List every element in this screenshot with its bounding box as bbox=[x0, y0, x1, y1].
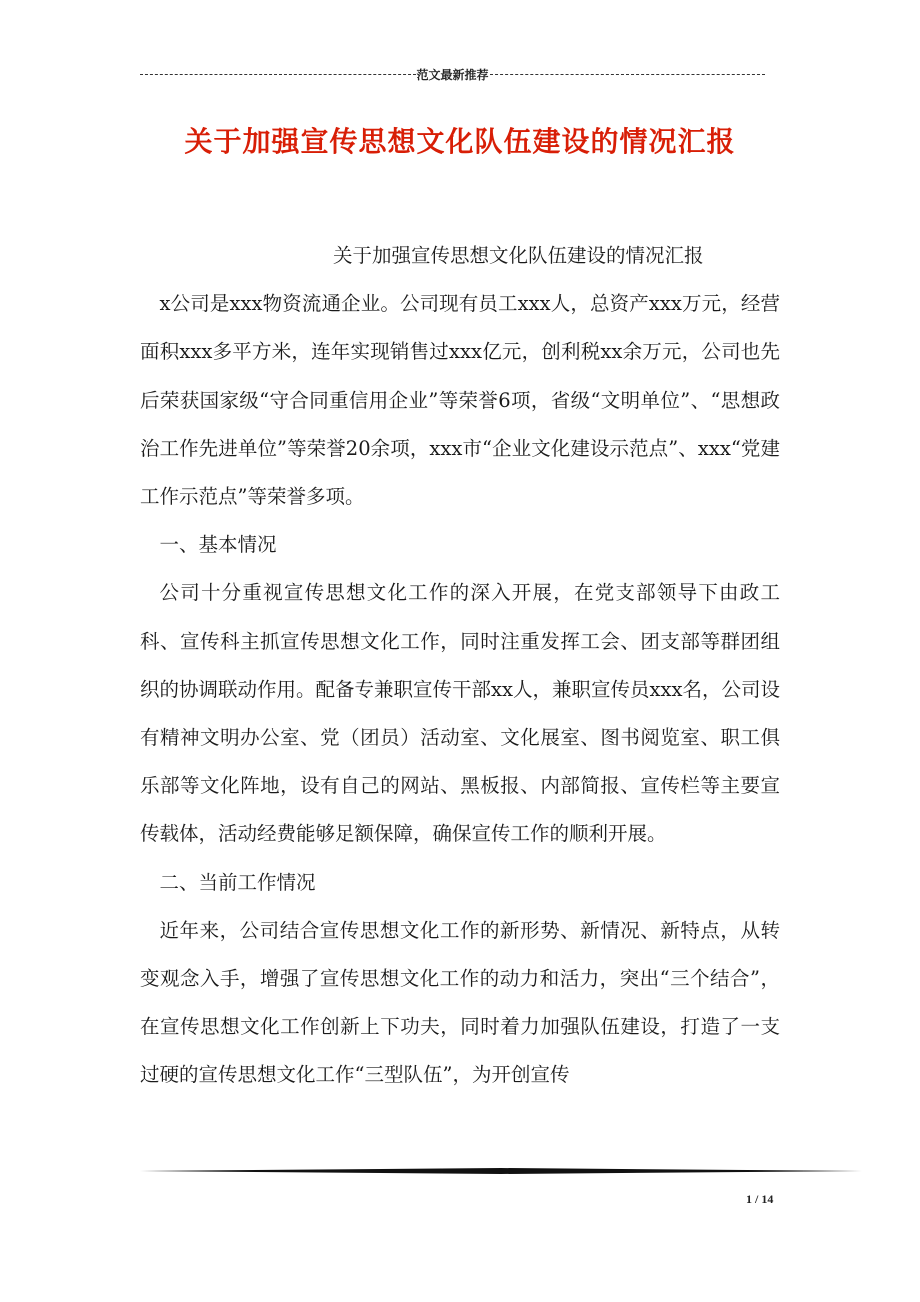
header-label: 范文最新推荐 bbox=[416, 68, 489, 82]
footer-rule bbox=[140, 1168, 862, 1174]
page-header bbox=[140, 66, 765, 83]
paragraph-current: 近年来，公司结合宣传思想文化工作的新形势、新情况、新特点，从转变观念入手，增强了宣传思想文化工作的动力和活力，突出“三个结合”，在宣传思想文化工作创新上下功夫，同时着力加强队伍建设，打造了一支过硬的宣传思想文化工作“三型队伍”，为开创宣传 bbox=[140, 918, 780, 1087]
paragraph-intro: x公司是xxx物资流通企业。公司现有员工xxx人，总资产xxx万元，经营面积xxx多平方米，连年实现销售过xxx亿元，创利税xx余万元，公司也先后荣获国家级“守合同重信用企业”等荣誉6项，省级“文明单位”、“思想政治工作先进单位”等荣誉20余项，xxx市“企业文化建设示范点”、xxx“党建工作示范点”等荣誉多项。 bbox=[140, 292, 780, 509]
section-heading-current: 二、当前工作情况 bbox=[159, 870, 316, 894]
page-number: 1 / 14 bbox=[746, 1192, 774, 1206]
document-title: 关于加强宣传思想文化队伍建设的情况汇报 bbox=[184, 125, 736, 158]
document-subtitle: 关于加强宣传思想文化队伍建设的情况汇报 bbox=[333, 244, 704, 267]
paragraph-basic: 公司十分重视宣传思想文化工作的深入开展，在党支部领导下由政工科、宣传科主抓宣传思想文化工作，同时注重发挥工会、团支部等群团组织的协调联动作用。配备专兼职宣传干部xx人，兼职宣传员xxx名，公司设有精神文明办公室、党（团员）活动室、文化展室、图书阅览室、职工俱乐部等文化阵地，设有自己的网站、黑板报、内部简报、宣传栏等主要宣传载体，活动经费能够足额保障，确保宣传工作的顺利开展。 bbox=[140, 581, 780, 846]
document-body bbox=[140, 232, 780, 1100]
header-dashed-line-right bbox=[490, 74, 766, 75]
header-dashed-line-left bbox=[140, 74, 416, 75]
section-heading-basic: 一、基本情况 bbox=[159, 533, 277, 557]
